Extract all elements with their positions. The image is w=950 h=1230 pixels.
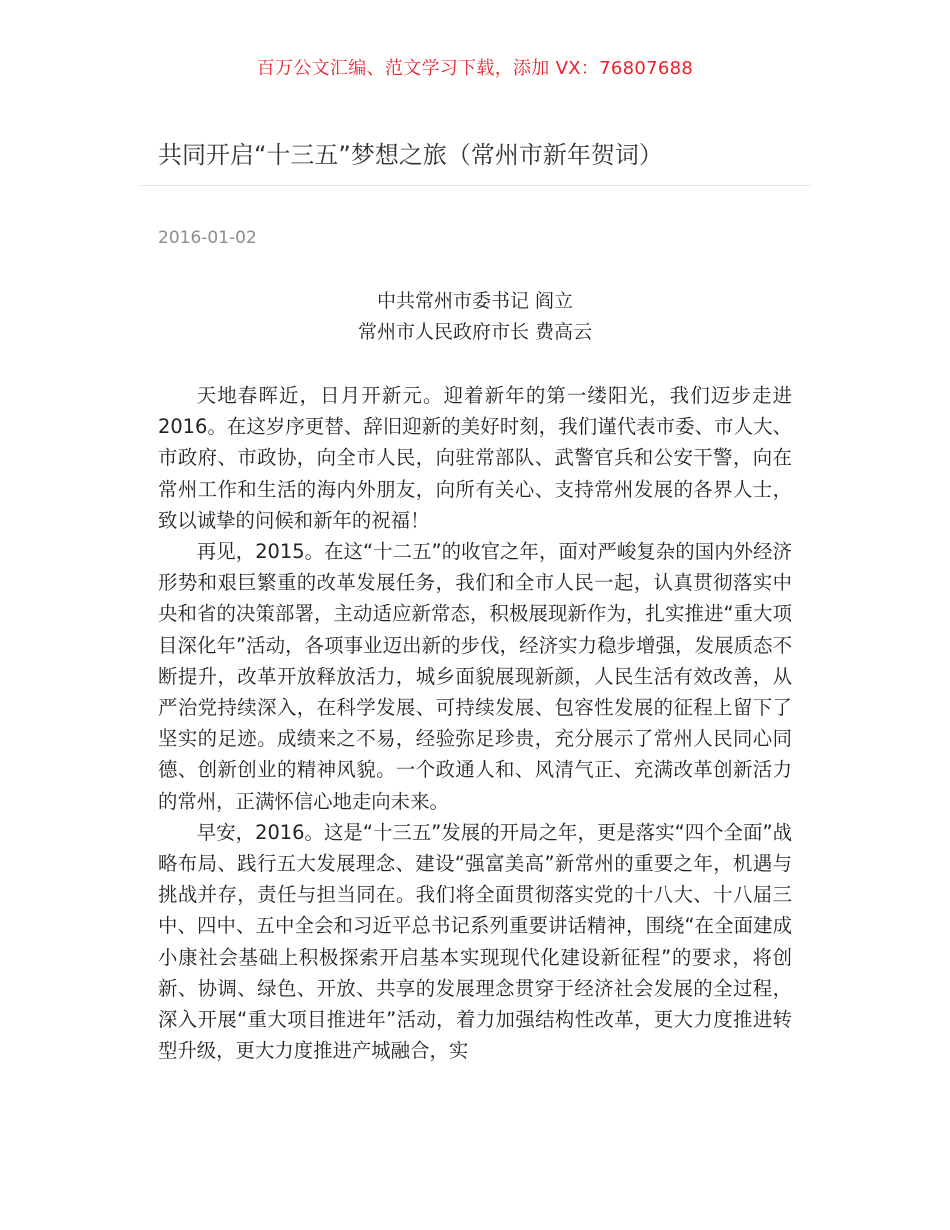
author-block (158, 286, 792, 348)
body-paragraph: 再见，2015。在这“十二五”的收官之年，面对严峻复杂的国内外经济形势和艰巨繁重的改革发展任务，我们和全市人民一起，认真贯彻落实中央和省的决策部署，主动适应新常态，积极展现新作为，扎实推进“重大项目深化年”活动，各项事业迈出新的步伐，经济实力稳步增强，发展质态不断提升，改革开放释放活力，城乡面貌展现新颜，人民生活有效改善，从严治党持续深入，在科学发展、可持续发展、包容性发展的征程上留下了坚实的足迹。成绩来之不易，经验弥足珍贵，充分展示了常州人民同心同德、创新创业的精神风貌。一个政通人和、风清气正、充满改革创新活力的常州，正满怀信心地走向未来。 (158, 540, 792, 813)
author-line: 中共常州市委书记 阎立 (376, 290, 574, 312)
title-divider (140, 185, 810, 186)
article-title: 共同开启“十三五”梦想之旅（常州市新年贺词） (158, 141, 663, 169)
article-body (158, 380, 792, 1066)
publish-date: 2016-01-02 (158, 228, 257, 248)
watermark-banner: 百万公文汇编、范文学习下载，添加 VX：76807688 (256, 58, 694, 79)
author-line: 常州市人民政府市长 费高云 (357, 321, 593, 343)
body-paragraph: 天地春晖近，日月开新元。迎着新年的第一缕阳光，我们迈步走进 2016。在这岁序更替、辞旧迎新的美好时刻，我们谨代表市委、市人大、市政府、市政协，向全市人民，向驻常部队、武警官兵和公安干警，向在常州工作和生活的海内外朋友，向所有关心、支持常州发展的各界人士，致以诚挚的问候和新年的祝福！ (158, 384, 792, 532)
body-paragraph: 早安，2016。这是“十三五”发展的开局之年，更是落实“四个全面”战略布局、践行五大发展理念、建设“强富美高”新常州的重要之年，机遇与挑战并存，责任与担当同在。我们将全面贯彻落实党的十八大、十八届三中、四中、五中全会和习近平总书记系列重要讲话精神，围绕“在全面建成小康社会基础上积极探索开启基本实现现代化建设新征程”的要求，将创新、协调、绿色、开放、共享的发展理念贯穿于经济社会发展的全过程，深入开展“重大项目推进年”活动，着力加强结构性改革，更大力度推进转型升级，更大力度推进产城融合，实 (158, 820, 792, 1063)
